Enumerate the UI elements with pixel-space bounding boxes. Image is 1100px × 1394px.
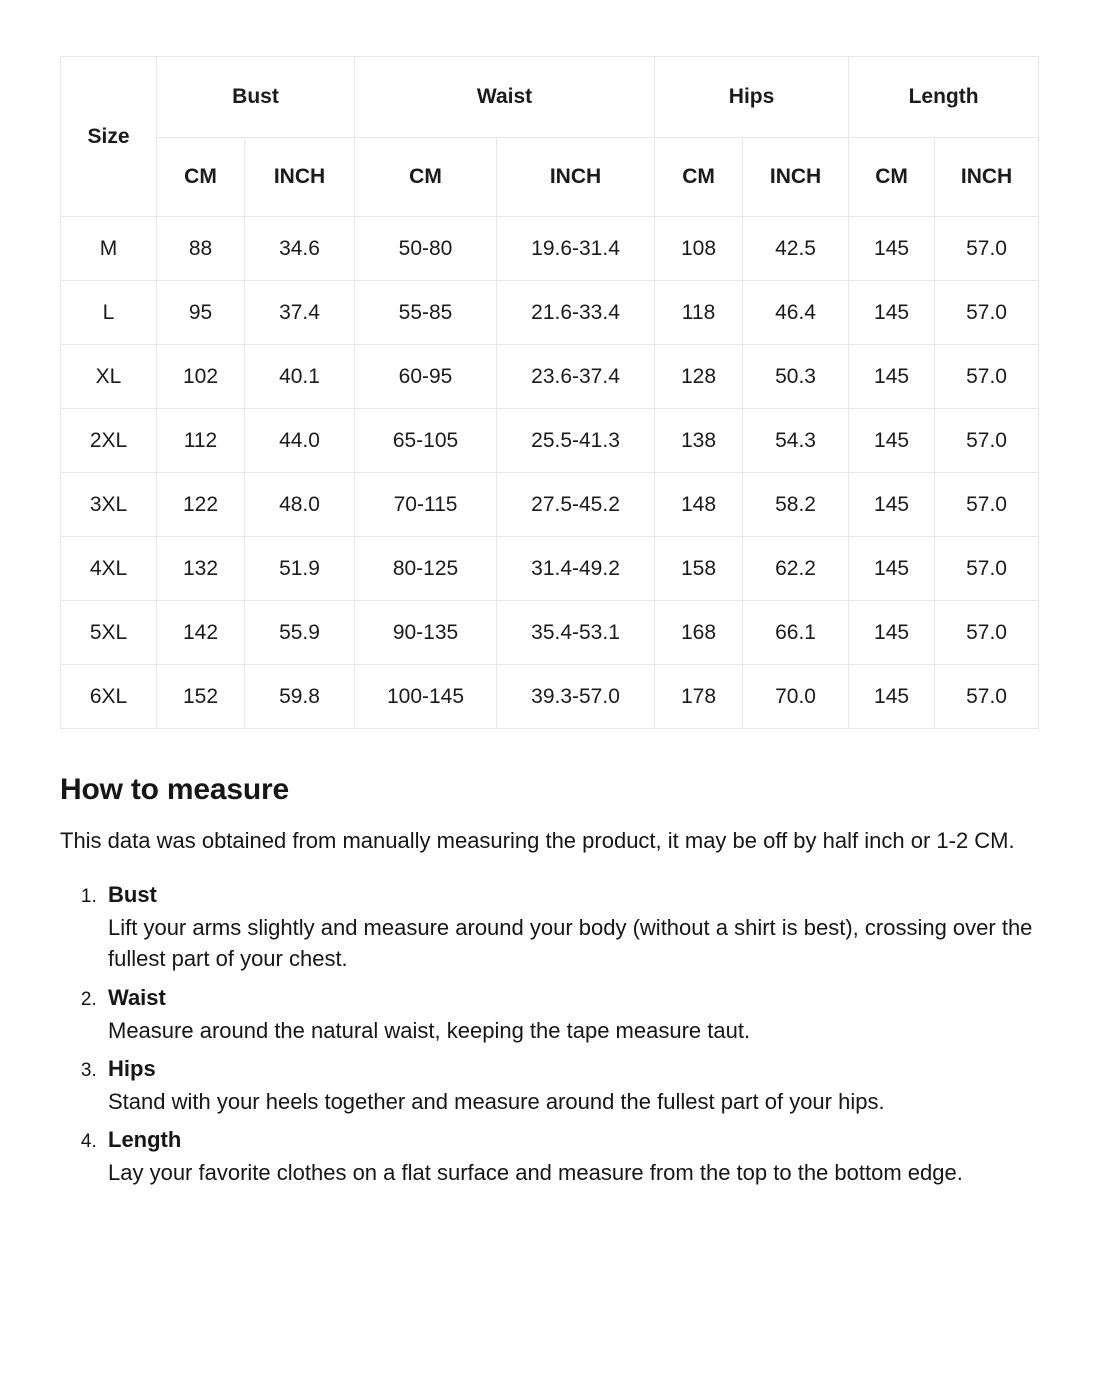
- cell-bust-inch: 55.9: [245, 601, 355, 665]
- header-bust-inch: INCH: [245, 138, 355, 217]
- list-item: [102, 985, 1040, 1046]
- cell-bust-cm: 102: [157, 345, 245, 409]
- cell-hips-cm: 118: [655, 281, 743, 345]
- cell-hips-cm: 178: [655, 665, 743, 729]
- cell-length-inch: 57.0: [935, 473, 1039, 537]
- cell-length-cm: 145: [849, 473, 935, 537]
- cell-hips-cm: 148: [655, 473, 743, 537]
- header-waist-inch: INCH: [497, 138, 655, 217]
- cell-bust-inch: 37.4: [245, 281, 355, 345]
- table-row: [61, 473, 1039, 537]
- header-hips-cm: CM: [655, 138, 743, 217]
- table-header-unit-row: [61, 138, 1039, 217]
- cell-waist-cm: 50-80: [355, 217, 497, 281]
- measure-item-body: Lift your arms slightly and measure around your body (without a shirt is best), crossing over the fullest part of your chest.: [108, 915, 1033, 972]
- cell-hips-inch: 50.3: [743, 345, 849, 409]
- cell-waist-cm: 80-125: [355, 537, 497, 601]
- cell-length-cm: 145: [849, 665, 935, 729]
- cell-bust-inch: 34.6: [245, 217, 355, 281]
- cell-length-inch: 57.0: [935, 409, 1039, 473]
- header-length-inch: INCH: [935, 138, 1039, 217]
- cell-size: M: [61, 217, 157, 281]
- cell-length-cm: 145: [849, 409, 935, 473]
- cell-bust-cm: 132: [157, 537, 245, 601]
- cell-waist-cm: 90-135: [355, 601, 497, 665]
- table-row: [61, 601, 1039, 665]
- cell-waist-cm: 70-115: [355, 473, 497, 537]
- how-to-measure-intro: This data was obtained from manually measuring the product, it may be off by half inch or 1-2 CM.: [60, 828, 1015, 853]
- cell-bust-cm: 88: [157, 217, 245, 281]
- cell-waist-inch: 31.4-49.2: [497, 537, 655, 601]
- cell-size: 4XL: [61, 537, 157, 601]
- cell-waist-cm: 55-85: [355, 281, 497, 345]
- cell-length-inch: 57.0: [935, 217, 1039, 281]
- cell-hips-inch: 46.4: [743, 281, 849, 345]
- list-item: [102, 1127, 1040, 1188]
- cell-length-cm: 145: [849, 601, 935, 665]
- cell-size: 5XL: [61, 601, 157, 665]
- cell-waist-cm: 100-145: [355, 665, 497, 729]
- header-size: Size: [61, 57, 157, 217]
- cell-hips-cm: 138: [655, 409, 743, 473]
- measure-item-title: 2. Waist: [108, 984, 166, 1010]
- cell-hips-inch: 66.1: [743, 601, 849, 665]
- cell-waist-inch: 21.6-33.4: [497, 281, 655, 345]
- cell-bust-inch: 40.1: [245, 345, 355, 409]
- measure-item-title: 3. Hips: [108, 1055, 156, 1081]
- measure-item-body: Stand with your heels together and measure around the fullest part of your hips.: [108, 1088, 885, 1114]
- measure-instructions-list: [60, 882, 1040, 1188]
- cell-length-inch: 57.0: [935, 537, 1039, 601]
- cell-bust-cm: 95: [157, 281, 245, 345]
- table-row: [61, 281, 1039, 345]
- cell-bust-cm: 152: [157, 665, 245, 729]
- cell-length-inch: 57.0: [935, 345, 1039, 409]
- header-group-waist: Waist: [355, 57, 655, 138]
- cell-hips-cm: 128: [655, 345, 743, 409]
- table-header-group-row: [61, 57, 1039, 138]
- cell-length-inch: 57.0: [935, 281, 1039, 345]
- measure-item-body: Lay your favorite clothes on a flat surface and measure from the top to the bottom edge.: [108, 1160, 963, 1186]
- cell-size: 2XL: [61, 409, 157, 473]
- header-group-length: Length: [849, 57, 1039, 138]
- cell-length-cm: 145: [849, 281, 935, 345]
- list-item: [102, 882, 1040, 974]
- cell-waist-inch: 27.5-45.2: [497, 473, 655, 537]
- cell-hips-inch: 42.5: [743, 217, 849, 281]
- cell-hips-cm: 108: [655, 217, 743, 281]
- cell-hips-inch: 58.2: [743, 473, 849, 537]
- table-row: [61, 665, 1039, 729]
- cell-waist-cm: 60-95: [355, 345, 497, 409]
- header-hips-inch: INCH: [743, 138, 849, 217]
- cell-hips-cm: 168: [655, 601, 743, 665]
- table-row: [61, 537, 1039, 601]
- cell-length-cm: 145: [849, 537, 935, 601]
- cell-bust-inch: 51.9: [245, 537, 355, 601]
- table-row: [61, 409, 1039, 473]
- cell-hips-cm: 158: [655, 537, 743, 601]
- cell-waist-inch: 25.5-41.3: [497, 409, 655, 473]
- list-item: [102, 1056, 1040, 1117]
- size-chart-table: [60, 56, 1039, 729]
- table-row: [61, 217, 1039, 281]
- cell-waist-inch: 23.6-37.4: [497, 345, 655, 409]
- table-head: [61, 57, 1039, 217]
- cell-bust-cm: 122: [157, 473, 245, 537]
- cell-size: 6XL: [61, 665, 157, 729]
- cell-hips-inch: 62.2: [743, 537, 849, 601]
- cell-bust-cm: 112: [157, 409, 245, 473]
- header-length-cm: CM: [849, 138, 935, 217]
- cell-size: 3XL: [61, 473, 157, 537]
- cell-hips-inch: 54.3: [743, 409, 849, 473]
- how-to-measure-title: How to measure: [60, 773, 289, 806]
- cell-bust-inch: 48.0: [245, 473, 355, 537]
- cell-bust-cm: 142: [157, 601, 245, 665]
- cell-bust-inch: 44.0: [245, 409, 355, 473]
- cell-length-cm: 145: [849, 345, 935, 409]
- cell-length-inch: 57.0: [935, 665, 1039, 729]
- cell-waist-cm: 65-105: [355, 409, 497, 473]
- measure-item-title: 4. Length: [108, 1127, 182, 1153]
- measure-item-body: Measure around the natural waist, keeping the tape measure taut.: [108, 1017, 751, 1043]
- cell-waist-inch: 39.3-57.0: [497, 665, 655, 729]
- cell-size: L: [61, 281, 157, 345]
- header-group-bust: Bust: [157, 57, 355, 138]
- cell-waist-inch: 35.4-53.1: [497, 601, 655, 665]
- measure-item-title: 1. Bust: [108, 882, 157, 908]
- header-waist-cm: CM: [355, 138, 497, 217]
- cell-waist-inch: 19.6-31.4: [497, 217, 655, 281]
- cell-length-inch: 57.0: [935, 601, 1039, 665]
- cell-size: XL: [61, 345, 157, 409]
- table-row: [61, 345, 1039, 409]
- header-bust-cm: CM: [157, 138, 245, 217]
- header-group-hips: Hips: [655, 57, 849, 138]
- cell-hips-inch: 70.0: [743, 665, 849, 729]
- table-body: [61, 217, 1039, 729]
- cell-bust-inch: 59.8: [245, 665, 355, 729]
- cell-length-cm: 145: [849, 217, 935, 281]
